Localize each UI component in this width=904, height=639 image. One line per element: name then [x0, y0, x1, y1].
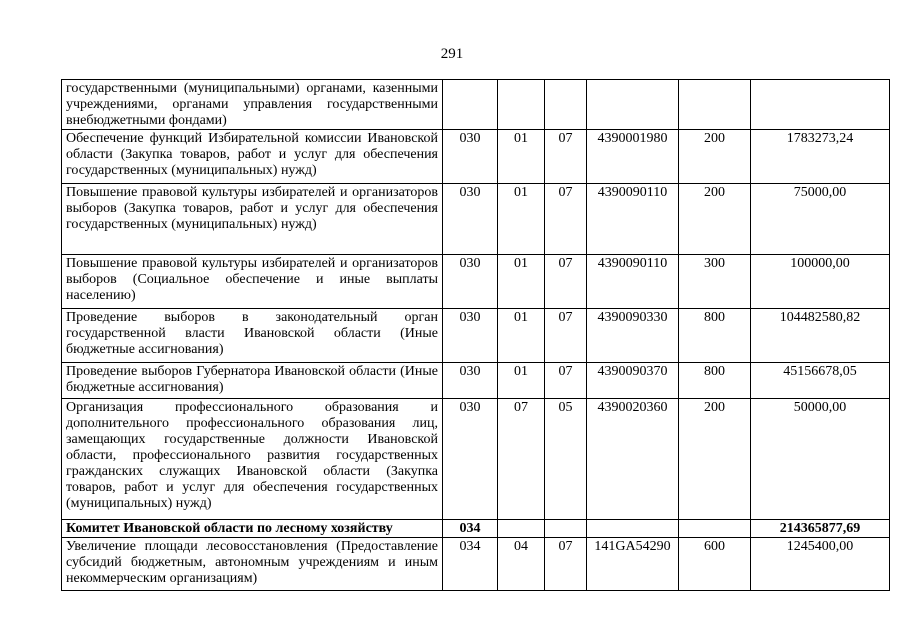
cell-target-article: 4390090110 — [587, 255, 679, 309]
cell-subsection: 07 — [545, 363, 587, 399]
cell-subsection: 05 — [545, 399, 587, 520]
cell-target-article: 4390090330 — [587, 309, 679, 363]
cell-amount — [751, 80, 890, 130]
cell-expense-type: 800 — [679, 363, 751, 399]
cell-section: 01 — [498, 130, 545, 184]
table-row — [62, 130, 890, 184]
table-row — [62, 184, 890, 255]
row-description: Проведение выборов Губернатора Ивановской области (Иные бюджетные ассигнования) — [62, 363, 443, 399]
cell-grbs: 034 — [443, 538, 498, 591]
cell-grbs: 030 — [443, 363, 498, 399]
row-description: Увеличение площади лесовосстановления (Предоставление субсидий бюджетным, автономным учреждениям и иным некоммерческим организациям) — [62, 538, 443, 591]
cell-subsection — [545, 80, 587, 130]
cell-amount: 104482580,82 — [751, 309, 890, 363]
cell-subsection: 07 — [545, 538, 587, 591]
cell-expense-type: 200 — [679, 130, 751, 184]
cell-amount: 1245400,00 — [751, 538, 890, 591]
cell-expense-type: 200 — [679, 399, 751, 520]
cell-grbs — [443, 80, 498, 130]
cell-section: 01 — [498, 184, 545, 255]
cell-expense-type — [679, 80, 751, 130]
cell-section: 01 — [498, 309, 545, 363]
cell-target-article: 4390090370 — [587, 363, 679, 399]
cell-target-article: 141GA54290 — [587, 538, 679, 591]
cell-subsection: 07 — [545, 184, 587, 255]
page-number: 291 — [440, 46, 464, 62]
cell-subsection: 07 — [545, 309, 587, 363]
cell-target-article — [587, 80, 679, 130]
cell-section: 07 — [498, 399, 545, 520]
cell-grbs: 034 — [443, 520, 498, 538]
cell-grbs: 030 — [443, 130, 498, 184]
table-row — [62, 309, 890, 363]
cell-grbs: 030 — [443, 309, 498, 363]
cell-target-article — [587, 520, 679, 538]
cell-target-article: 4390020360 — [587, 399, 679, 520]
row-description: Обеспечение функций Избирательной комиссии Ивановской области (Закупка товаров, работ и услуг для обеспечения государственных (муниципальных) нужд) — [62, 130, 443, 184]
cell-grbs: 030 — [443, 184, 498, 255]
cell-amount: 50000,00 — [751, 399, 890, 520]
row-description: Организация профессионального образования и дополнительного профессионального образования лиц, замещающих государственные должности Ивановской области, профессионального развития государственных гражданских служащих Ивановской области (Закупка товаров, работ и услуг для обеспечения государственных (муниципальных) нужд) — [62, 399, 443, 520]
table-row — [62, 538, 890, 591]
table-row — [62, 80, 890, 130]
row-description: Проведение выборов в законодательный орган государственной власти Ивановской области (Иные бюджетные ассигнования) — [62, 309, 443, 363]
cell-section: 01 — [498, 363, 545, 399]
table-row-committee-total — [62, 520, 890, 538]
table-row — [62, 363, 890, 399]
cell-subsection: 07 — [545, 255, 587, 309]
cell-expense-type: 300 — [679, 255, 751, 309]
cell-section: 04 — [498, 538, 545, 591]
cell-expense-type — [679, 520, 751, 538]
row-description: Комитет Ивановской области по лесному хозяйству — [62, 520, 443, 538]
cell-subsection: 07 — [545, 130, 587, 184]
cell-grbs: 030 — [443, 399, 498, 520]
cell-section: 01 — [498, 255, 545, 309]
cell-amount: 100000,00 — [751, 255, 890, 309]
cell-subsection — [545, 520, 587, 538]
row-description: Повышение правовой культуры избирателей и организаторов выборов (Закупка товаров, работ и услуг для обеспечения государственных (муниципальных) нужд) — [62, 184, 443, 255]
budget-table — [61, 79, 890, 591]
cell-target-article: 4390001980 — [587, 130, 679, 184]
cell-section — [498, 80, 545, 130]
cell-amount: 214365877,69 — [751, 520, 890, 538]
cell-section — [498, 520, 545, 538]
row-description: государственными (муниципальными) органами, казенными учреждениями, органами управления государственными внебюджетными фондами) — [62, 80, 443, 130]
cell-target-article: 4390090110 — [587, 184, 679, 255]
cell-expense-type: 600 — [679, 538, 751, 591]
cell-amount: 45156678,05 — [751, 363, 890, 399]
cell-grbs: 030 — [443, 255, 498, 309]
table-row — [62, 399, 890, 520]
cell-amount: 1783273,24 — [751, 130, 890, 184]
cell-amount: 75000,00 — [751, 184, 890, 255]
table-row — [62, 255, 890, 309]
cell-expense-type: 800 — [679, 309, 751, 363]
cell-expense-type: 200 — [679, 184, 751, 255]
row-description: Повышение правовой культуры избирателей и организаторов выборов (Социальное обеспечение и иные выплаты населению) — [62, 255, 443, 309]
